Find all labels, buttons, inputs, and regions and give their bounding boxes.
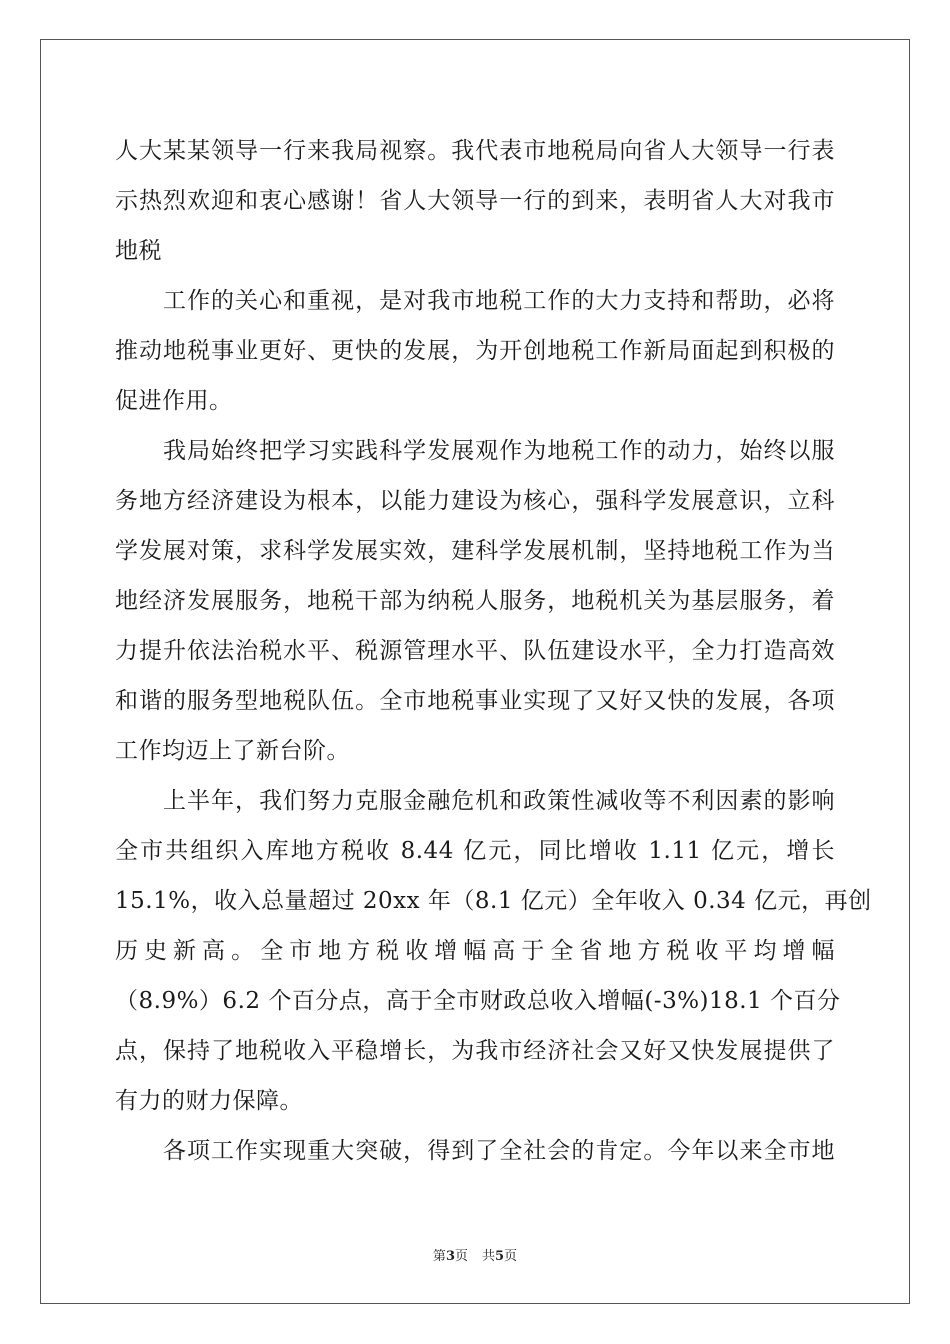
text-line: 促进作用。	[115, 388, 233, 414]
text-line: 有力的财力保障。	[115, 1088, 303, 1114]
text-line: 15.1%，收入总量超过 20xx 年（8.1 亿元）全年收入 0.34 亿元，再创	[115, 888, 872, 914]
total-pages-suffix: 页	[504, 1249, 518, 1264]
text-line: 点，保持了地税收入平稳增长，为我市经济社会又好又快发展提供了	[115, 1038, 835, 1064]
text-line: 上半年，我们努力克服金融危机和政策性减收等不利因素的影响	[163, 788, 835, 814]
text-line: 人大某某领导一行来我局视察。我代表市地税局向省人大领导一行表	[115, 138, 835, 164]
current-page-number: 3	[445, 1249, 455, 1264]
total-pages-number: 5	[495, 1249, 505, 1264]
text-line: 和谐的服务型地税队伍。全市地税事业实现了又好又快的发展，各项	[115, 688, 835, 714]
text-line: 全市共组织入库地方税收 8.44 亿元，同比增收 1.11 亿元，增长	[115, 838, 835, 864]
text-line: 示热烈欢迎和衷心感谢！省人大领导一行的到来，表明省人大对我市	[115, 188, 835, 214]
text-line: （8.9%）6.2 个百分点，高于全市财政总收入增幅(-3%)18.1 个百分	[115, 988, 841, 1014]
page-number-prefix: 第	[432, 1249, 446, 1264]
text-line: 推动地税事业更好、更快的发展，为开创地税工作新局面起到积极的	[115, 338, 835, 364]
text-line: 学发展对策，求科学发展实效，建科学发展机制，坚持地税工作为当	[115, 538, 835, 564]
text-line: 历史新高。全市地方税收增幅高于全省地方税收平均增幅	[115, 938, 835, 964]
total-pages-prefix: 共	[482, 1249, 496, 1264]
text-line: 力提升依法治税水平、税源管理水平、队伍建设水平，全力打造高效	[115, 638, 835, 664]
document-body	[115, 126, 872, 1176]
text-line: 地经济发展服务，地税干部为纳税人服务，地税机关为基层服务，着	[115, 588, 835, 614]
text-line: 务地方经济建设为根本，以能力建设为核心，强科学发展意识，立科	[115, 488, 835, 514]
page-number-suffix: 页	[454, 1249, 468, 1264]
text-line: 工作的关心和重视，是对我市地税工作的大力支持和帮助，必将	[163, 288, 835, 314]
page-footer	[0, 1248, 950, 1266]
text-line: 工作均迈上了新台阶。	[115, 738, 350, 764]
text-line: 各项工作实现重大突破，得到了全社会的肯定。今年以来全市地	[163, 1138, 835, 1164]
text-line: 我局始终把学习实践科学发展观作为地税工作的动力，始终以服	[163, 438, 835, 464]
text-line: 地税	[115, 238, 162, 264]
